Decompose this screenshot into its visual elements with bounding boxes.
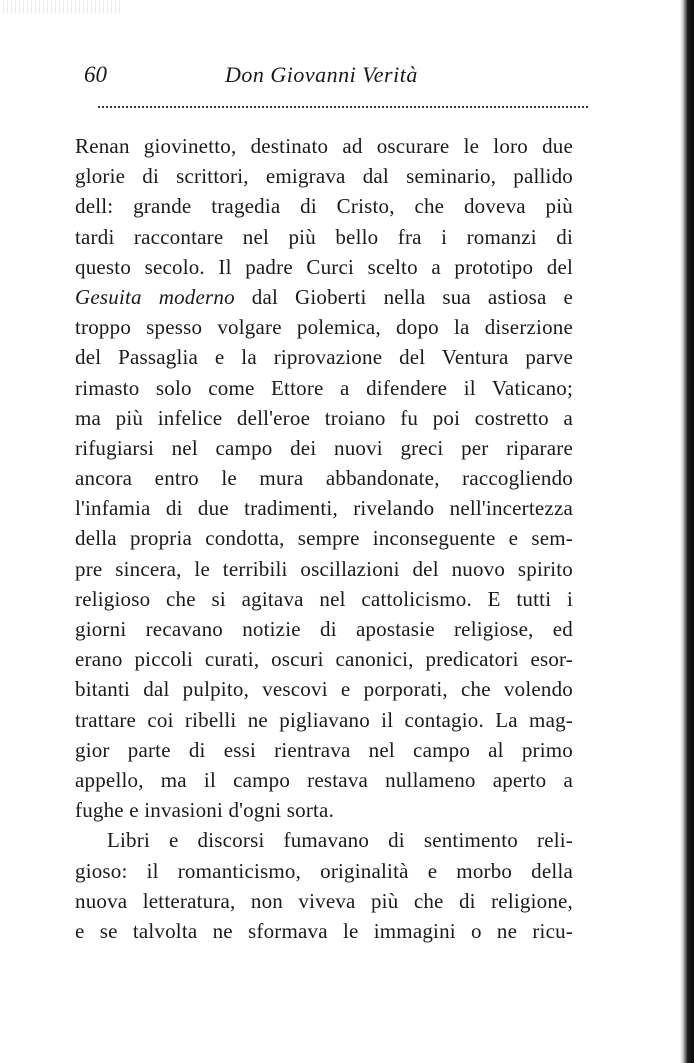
text-line: rimasto solo come Ettore a difendere il Vaticano; [75, 375, 573, 400]
text-line: gioso: il romanticismo, originalità e morbo della [75, 858, 573, 883]
text-line: l'infamia di due tradimenti, rivelando nell'incertezza [75, 496, 573, 521]
text-line: religioso che si agitava nel cattolicismo. E tutti i [75, 586, 573, 611]
text-line: ma più infelice dell'eroe troiano fu poi costretto a [75, 405, 573, 430]
text-line: bitanti dal pulpito, vescovi e porporati, che volendo [75, 677, 573, 702]
text-line: ancora entro le mura abbandonate, raccogliendo [75, 466, 573, 491]
page-edge-shadow [680, 0, 694, 1063]
text-line-mixed [75, 282, 573, 312]
page-number: 60 [84, 62, 107, 87]
text-line: tardi raccontare nel più bello fra i romanzi di [75, 224, 573, 249]
running-title: Don Giovanni Verità [225, 62, 418, 87]
text-line: dell: grande tragedia di Cristo, che doveva più [75, 194, 573, 219]
text-line: erano piccoli curati, oscuri canonici, predicatori esor- [75, 647, 573, 672]
text-line: gior parte di essi rientrava nel campo al primo [75, 737, 573, 762]
text-line: della propria condotta, sempre inconseguente e sem- [75, 526, 573, 551]
text-line: del Passaglia e la riprovazione del Ventura parve [75, 345, 573, 370]
text-line: appello, ma il campo restava nullameno aperto a [75, 767, 573, 792]
text-line: rifugiarsi nel campo dei nuovi greci per riparare [75, 435, 573, 460]
scan-speckle [0, 0, 120, 14]
text-line: glorie di scrittori, emigrava dal seminario, pallido [75, 164, 573, 189]
text-fragment: dal Gioberti nella sua astiosa e [234, 284, 573, 309]
page-header [0, 56, 694, 96]
text-line: fughe e invasioni d'ogni sorta. [75, 798, 335, 823]
header-rule [98, 106, 588, 108]
text-line: trattare coi ribelli ne pigliavano il contagio. La mag- [75, 707, 573, 732]
text-line: pre sincera, le terribili oscillazioni del nuovo spirito [75, 556, 573, 581]
body-text [75, 131, 573, 946]
text-line: e se talvolta ne sformava le immagini o ne ricu- [75, 918, 573, 943]
text-line: troppo spesso volgare polemica, dopo la diserzione [75, 315, 573, 340]
italic-phrase: Gesuita moderno [75, 284, 235, 309]
text-line: Libri e discorsi fumavano di sentimento reli- [107, 828, 573, 853]
text-line: Renan giovinetto, destinato ad oscurare le loro due [75, 134, 573, 158]
text-line: questo secolo. Il padre Curci scelto a prototipo del [75, 254, 573, 279]
text-line: giorni recavano notizie di apostasie religiose, ed [75, 617, 573, 641]
text-line: nuova letteratura, non viveva più che di religione, [75, 888, 573, 913]
